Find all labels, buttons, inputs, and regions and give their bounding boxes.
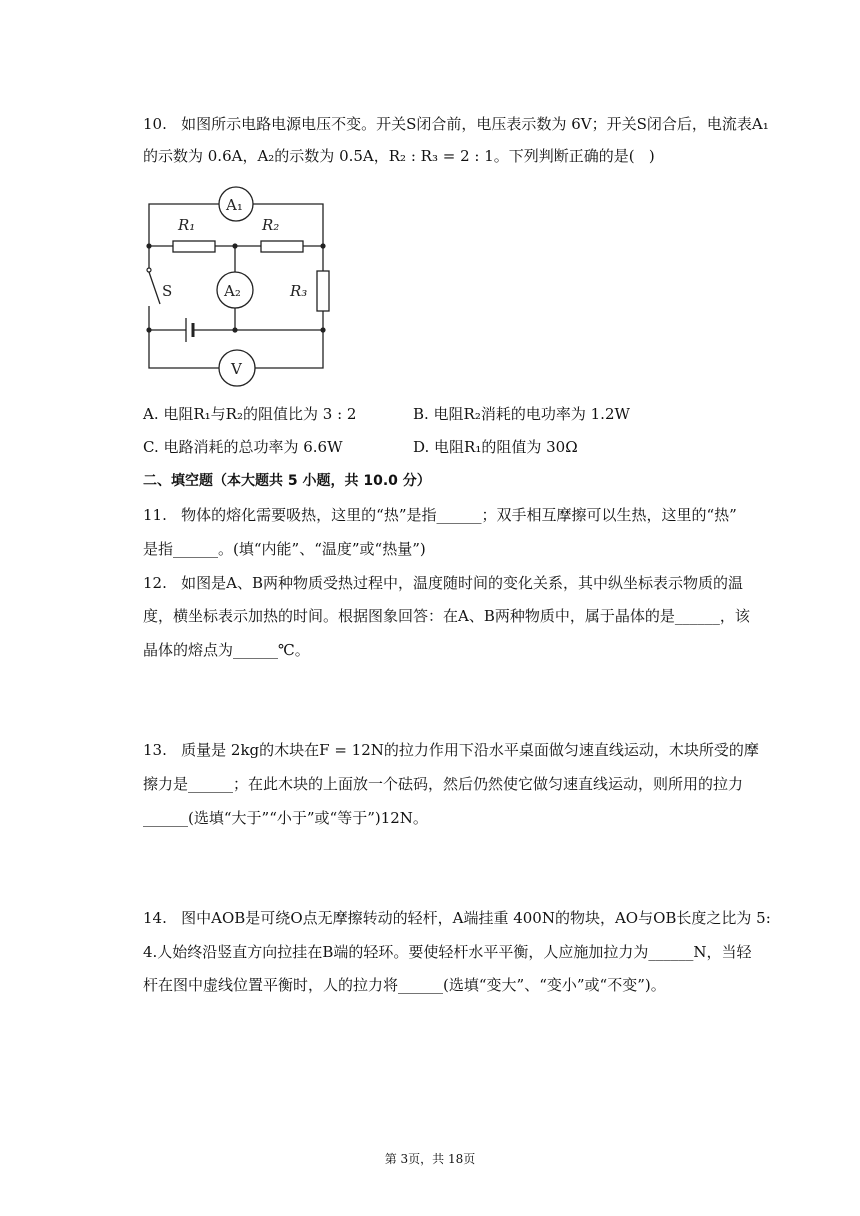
voltmeter-v-label: V	[231, 360, 242, 378]
q13-text-line2: 擦力是______；在此木块的上面放一个砝码，然后仍然使它做匀速直线运动，则所用的拉力	[143, 775, 744, 793]
q13-text-line3: ______(选填“大于”“小于”或“等于”)12N。	[143, 809, 428, 827]
ammeter-a2	[217, 272, 253, 308]
q12-text-line2: 度，横坐标表示加热的时间。根据图象回答：在A、B两种物质中，属于晶体的是______，该	[143, 607, 750, 625]
page-footer: 第 3页，共 18页	[384, 1152, 476, 1166]
q10-text-line2: 的示数为 0.6A，A₂的示数为 0.5A，R₂ : R₃ = 2 : 1。下列判断正确的是( )	[143, 147, 655, 165]
ammeter-a2-label: A₂	[224, 282, 241, 300]
q10-option-b: B. 电阻R₂消耗的电功率为 1.2W	[413, 405, 630, 423]
q14-text-line1: 14. 图中AOB是可绕O点无摩擦转动的轻杆，A端挂重 400N的物块，AO与OB长度之比为 5:	[143, 909, 771, 927]
q11-text-line1: 11. 物体的熔化需要吸热，这里的“热”是指______；双手相互摩擦可以生热，这里的“热”	[143, 506, 737, 524]
resistor-r2-label: R₂	[262, 216, 280, 234]
q10-option-a: A. 电阻R₁与R₂的阻值比为 3 : 2	[143, 405, 357, 423]
q10-text-line1: 10. 如图所示电路电源电压不变。开关S闭合前，电压表示数为 6V；开关S闭合后，电流表A₁	[143, 115, 769, 133]
q14-text-line2: 4.人始终沿竖直方向拉挂在B端的轻环。要使轻杆水平平衡，人应施加拉力为______N，当轻	[143, 943, 752, 961]
q13-text-line1: 13. 质量是 2kg的木块在F = 12N的拉力作用下沿水平桌面做匀速直线运动，木块所受的摩	[143, 741, 759, 759]
section-fill-in-header: 二、填空题（本大题共 5 小题，共 10.0 分）	[143, 473, 431, 489]
switch-contact	[147, 268, 151, 272]
switch-s-label: S	[162, 282, 173, 300]
circuit-diagram	[140, 182, 340, 387]
resistor-r2	[261, 241, 303, 252]
resistor-r1-label: R₁	[178, 216, 196, 234]
q11-text-line2: 是指______。(填“内能”、“温度”或“热量”)	[143, 540, 426, 558]
resistor-r3-label: R₃	[290, 282, 308, 300]
resistor-r1	[173, 241, 215, 252]
q10-option-d: D. 电阻R₁的阻值为 30Ω	[413, 438, 578, 456]
switch-s	[149, 272, 160, 304]
q12-text-line1: 12. 如图是A、B两种物质受热过程中，温度随时间的变化关系，其中纵坐标表示物质的温	[143, 574, 744, 592]
q10-option-c: C. 电路消耗的总功率为 6.6W	[143, 438, 343, 456]
voltmeter-v	[219, 350, 255, 386]
q12-text-line3: 晶体的熔点为______℃。	[143, 641, 310, 659]
ammeter-a1	[219, 187, 253, 221]
ammeter-a1-label: A₁	[226, 196, 243, 214]
resistor-r3	[317, 271, 329, 311]
q14-text-line3: 杆在图中虚线位置平衡时，人的拉力将______(选填“变大”、“变小”或“不变”)。	[143, 976, 666, 994]
